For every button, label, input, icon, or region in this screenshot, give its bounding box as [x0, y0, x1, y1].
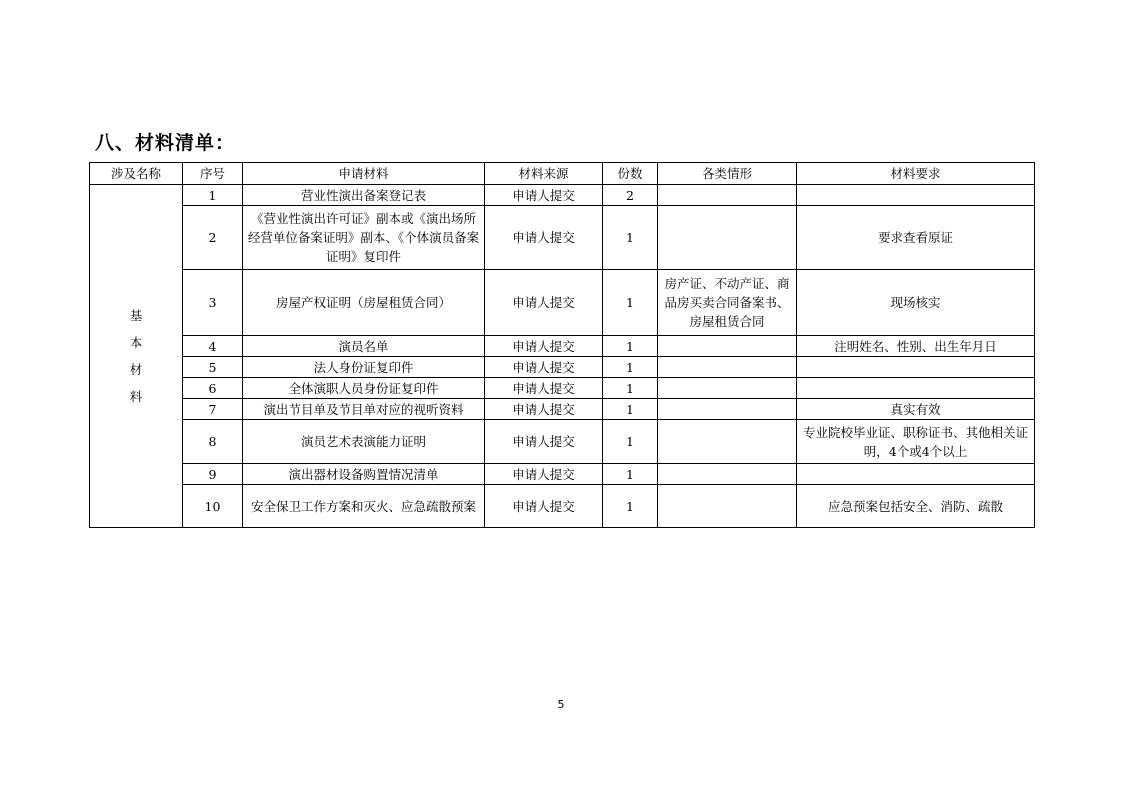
cell-copies: 1 — [603, 270, 658, 336]
table-row — [90, 270, 1035, 336]
cell-source: 申请人提交 — [485, 185, 603, 206]
cell-material: 营业性演出备案登记表 — [243, 185, 485, 206]
cell-source: 申请人提交 — [485, 464, 603, 485]
cell-source: 申请人提交 — [485, 206, 603, 270]
table-row — [90, 378, 1035, 399]
cell-source: 申请人提交 — [485, 420, 603, 464]
table-row — [90, 206, 1035, 270]
header-material: 申请材料 — [243, 163, 485, 185]
table-row — [90, 399, 1035, 420]
cell-situation — [658, 336, 797, 357]
table-row — [90, 185, 1035, 206]
cell-situation — [658, 464, 797, 485]
cell-copies: 1 — [603, 378, 658, 399]
cell-material: 《营业性演出许可证》副本或《演出场所经营单位备案证明》副本、《个体演员备案证明》复印件 — [243, 206, 485, 270]
cell-number: 5 — [183, 357, 243, 378]
cell-source: 申请人提交 — [485, 378, 603, 399]
category-char: 基 — [129, 308, 143, 323]
cell-requirement — [797, 357, 1035, 378]
cell-material: 法人身份证复印件 — [243, 357, 485, 378]
cell-material: 全体演职人员身份证复印件 — [243, 378, 485, 399]
cell-copies: 1 — [603, 485, 658, 528]
category-char: 料 — [129, 389, 143, 404]
cell-situation — [658, 399, 797, 420]
cell-copies: 2 — [603, 185, 658, 206]
cell-number: 9 — [183, 464, 243, 485]
cell-requirement: 真实有效 — [797, 399, 1035, 420]
category-cell — [90, 185, 183, 528]
cell-copies: 1 — [603, 399, 658, 420]
section-title: 八、材料清单： — [95, 132, 236, 154]
cell-material: 演出节目单及节目单对应的视听资料 — [243, 399, 485, 420]
category-char: 本 — [129, 335, 143, 350]
cell-source: 申请人提交 — [485, 336, 603, 357]
header-number: 序号 — [183, 163, 243, 185]
cell-situation — [658, 357, 797, 378]
cell-situation — [658, 420, 797, 464]
cell-copies: 1 — [603, 357, 658, 378]
cell-requirement: 要求查看原证 — [797, 206, 1035, 270]
table-row — [90, 336, 1035, 357]
cell-number: 1 — [183, 185, 243, 206]
cell-material: 演出器材设备购置情况清单 — [243, 464, 485, 485]
cell-number: 4 — [183, 336, 243, 357]
cell-source: 申请人提交 — [485, 399, 603, 420]
cell-copies: 1 — [603, 206, 658, 270]
cell-situation — [658, 378, 797, 399]
page-number: 5 — [557, 698, 565, 711]
category-char: 材 — [129, 362, 143, 377]
cell-copies: 1 — [603, 336, 658, 357]
cell-material: 演员艺术表演能力证明 — [243, 420, 485, 464]
cell-requirement — [797, 185, 1035, 206]
header-requirement: 材料要求 — [797, 163, 1035, 185]
cell-requirement — [797, 464, 1035, 485]
materials-table — [89, 162, 1035, 528]
cell-source: 申请人提交 — [485, 357, 603, 378]
table-header-row — [90, 163, 1035, 185]
cell-requirement: 现场核实 — [797, 270, 1035, 336]
cell-copies: 1 — [603, 464, 658, 485]
table-row — [90, 464, 1035, 485]
cell-number: 6 — [183, 378, 243, 399]
cell-source: 申请人提交 — [485, 270, 603, 336]
cell-situation — [658, 206, 797, 270]
cell-number: 3 — [183, 270, 243, 336]
cell-source: 申请人提交 — [485, 485, 603, 528]
header-situation: 各类情形 — [658, 163, 797, 185]
cell-requirement: 专业院校毕业证、职称证书、其他相关证明，4个或4个以上 — [797, 420, 1035, 464]
cell-requirement — [797, 378, 1035, 399]
cell-number: 7 — [183, 399, 243, 420]
cell-situation — [658, 485, 797, 528]
cell-number: 8 — [183, 420, 243, 464]
cell-situation: 房产证、不动产证、商品房买卖合同备案书、房屋租赁合同 — [658, 270, 797, 336]
table-row — [90, 357, 1035, 378]
cell-material: 安全保卫工作方案和灭火、应急疏散预案 — [243, 485, 485, 528]
header-source: 材料来源 — [485, 163, 603, 185]
header-category: 涉及名称 — [90, 163, 183, 185]
cell-number: 10 — [183, 485, 243, 528]
header-copies: 份数 — [603, 163, 658, 185]
table-row — [90, 420, 1035, 464]
cell-material: 房屋产权证明（房屋租赁合同） — [243, 270, 485, 336]
cell-copies: 1 — [603, 420, 658, 464]
cell-situation — [658, 185, 797, 206]
cell-requirement: 注明姓名、性别、出生年月日 — [797, 336, 1035, 357]
cell-number: 2 — [183, 206, 243, 270]
cell-requirement: 应急预案包括安全、消防、疏散 — [797, 485, 1035, 528]
table-row — [90, 485, 1035, 528]
cell-material: 演员名单 — [243, 336, 485, 357]
